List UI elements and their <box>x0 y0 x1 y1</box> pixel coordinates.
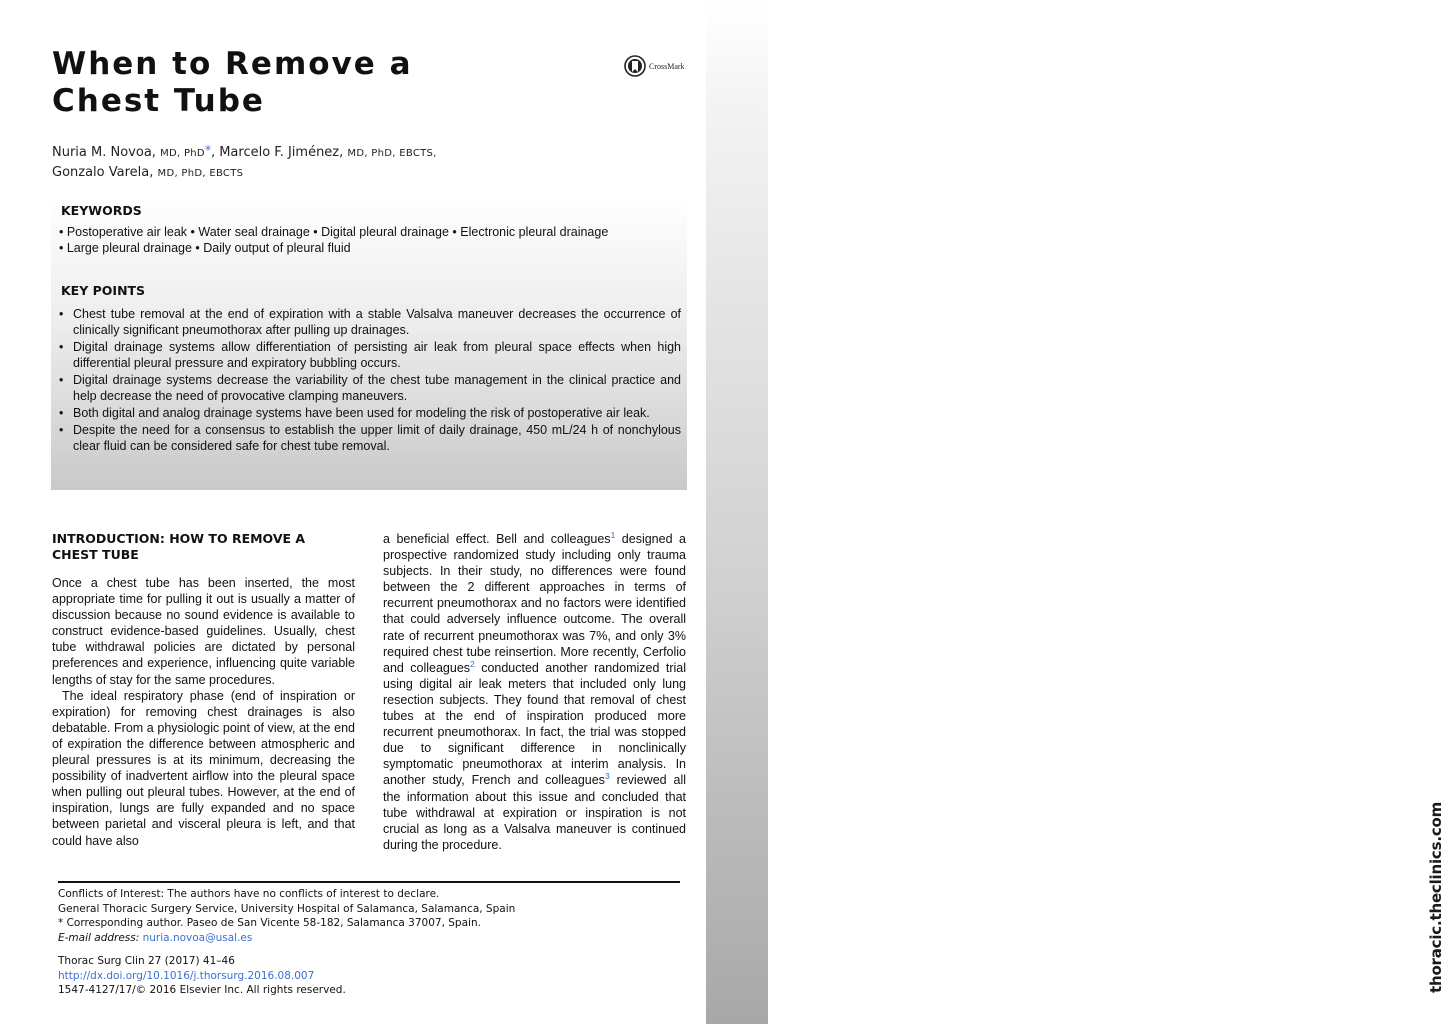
author-separator: , <box>210 145 216 160</box>
journal-citation: Thorac Surg Clin 27 (2017) 41–46 <box>58 955 235 967</box>
author-name: Gonzalo Varela, <box>52 165 154 180</box>
section-heading: INTRODUCTION: HOW TO REMOVE A CHEST TUBE <box>52 531 306 562</box>
email-line <box>58 931 688 946</box>
reference-link[interactable]: 1 <box>610 530 616 540</box>
corresponding-note: * Corresponding author. Paseo de San Vicente 58-182, Salamanca 37007, Spain. <box>58 917 481 929</box>
title-line-1: When to Remove a <box>52 46 413 82</box>
body-text: designed a prospective randomized study including only trauma subjects. In their study, no differences were found between the 2 different approaches in terms of recurrent pneumothorax and no factors were identified that could adversely influence outcome. The overall rate of recurrent pneumothorax was 7%, and only 3% required chest tube reinsertion. More recently, Cerfolio and colleagues <box>383 532 686 675</box>
crossmark-label: CrossMark <box>649 61 685 71</box>
body-paragraph: The ideal respiratory phase (end of inspiration or expiration) for removing chest drainages is also debatable. From a physiologic point of view, at the end of expiration the difference between atmospheric and pleural pressures is at its minimum, decreasing the possibility of inadvertent airflow into the pleural space when pulling out pleural tubes. However, at the end of inspiration, lungs are fully expanded and no space between parietal and visceral pleura is left, and that could have also <box>52 688 355 848</box>
key-point-item: • Digital drainage systems decrease the variability of the chest tube management in the clinical practice and help decrease the need of provocative clamping maneuvers. <box>59 372 681 404</box>
crossmark-icon <box>624 55 646 77</box>
author-name: Marcelo F. Jiménez, <box>219 145 344 160</box>
copyright-line: 1547-4127/17/© 2016 Elsevier Inc. All rights reserved. <box>58 984 346 996</box>
key-points-heading: KEY POINTS <box>61 283 146 298</box>
author-name: Nuria M. Novoa, <box>52 145 156 160</box>
body-text: a beneficial effect. Bell and colleagues <box>383 532 611 546</box>
footnote-divider <box>58 881 680 883</box>
journal-sidebar <box>706 0 1445 1024</box>
body-column-right <box>383 531 686 853</box>
keywords-keypoints-box <box>51 195 687 490</box>
author-degrees: MD, PhD, EBCTS <box>157 168 244 179</box>
journal-url: thoracic.theclinics.com <box>1427 801 1445 993</box>
body-column-left <box>52 531 355 849</box>
keywords-list <box>59 224 681 256</box>
keywords-line-2: • Large pleural drainage • Daily output of pleural fluid <box>59 241 351 255</box>
body-text: conducted another randomized trial using digital air leak meters that included only lung resection subjects. They found that removal of chest tubes at the end of inspiration produced more recurrent pneumothorax. In fact, the trial was stopped due to significant difference in nonclinically symptomatic pneumothorax at interim analysis. In another study, French and colleagues <box>383 660 686 788</box>
email-label: E-mail address: <box>58 931 140 944</box>
corresponding-marker[interactable]: * <box>204 143 211 157</box>
article-title <box>52 46 413 120</box>
title-line-2: Chest Tube <box>52 83 265 119</box>
conflicts-note: Conflicts of Interest: The authors have no conflicts of interest to declare. <box>58 888 440 900</box>
body-text: reviewed all the information about this issue and concluded that tube withdrawal at expiration or inspiration is not crucial as long as a Valsalva maneuver is continued during the procedure. <box>383 773 686 852</box>
reference-link[interactable]: 2 <box>470 658 475 669</box>
author-line-1 <box>52 141 612 163</box>
author-list <box>52 141 612 183</box>
affiliation-note: General Thoracic Surgery Service, University Hospital of Salamanca, Salamanca, Spain <box>58 902 516 915</box>
key-points-list <box>59 306 681 455</box>
keywords-heading: KEYWORDS <box>61 203 142 218</box>
key-point-item: • Despite the need for a consensus to establish the upper limit of daily drainage, 450 mL/24 h of nonchylous clear fluid can be considered safe for chest tube removal. <box>59 422 681 454</box>
body-paragraph: Once a chest tube has been inserted, the most appropriate time for pulling it out is usually a matter of discussion because no sound evidence is available to construct evidence-based guidelines. Usually, chest tube withdrawal policies are dictated by personal preferences and experience, influencing quite variable lengths of stay for the same procedures. <box>52 576 355 687</box>
author-degrees: MD, PhD <box>160 148 205 159</box>
crossmark-badge[interactable] <box>624 55 685 77</box>
keywords-line-1: • Postoperative air leak • Water seal drainage • Digital pleural drainage • Electronic pleural drainage <box>59 225 609 239</box>
key-point-item: • Digital drainage systems allow differentiation of persisting air leak from pleural space effects when high differential pleural pressure and expiratory bubbling occurs. <box>59 339 681 371</box>
reference-link[interactable]: 3 <box>604 771 610 782</box>
email-link[interactable]: nuria.novoa@usal.es <box>142 931 253 944</box>
citation-block <box>58 954 346 998</box>
key-point-item: • Chest tube removal at the end of expiration with a stable Valsalva maneuver decreases the occurrence of clinically significant pneumothorax after pulling up drainages. <box>59 306 681 338</box>
author-degrees: MD, PhD, EBCTS, <box>347 148 437 159</box>
body-paragraph <box>383 531 686 853</box>
footnotes <box>58 887 688 945</box>
author-line-2 <box>52 163 612 183</box>
key-point-item: • Both digital and analog drainage systems have been used for modeling the risk of postoperative air leak. <box>59 405 681 421</box>
doi-link[interactable]: http://dx.doi.org/10.1016/j.thorsurg.2016.08.007 <box>58 969 315 982</box>
